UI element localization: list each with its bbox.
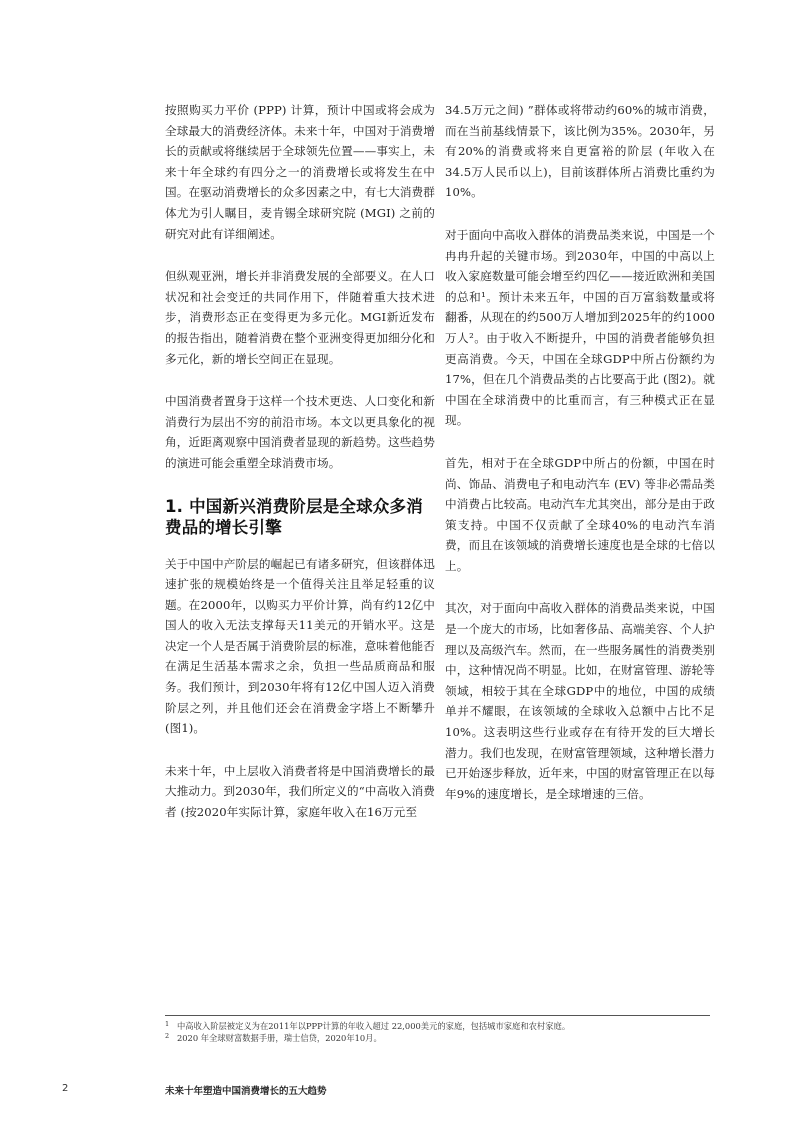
footnote-1-text: 中高收入阶层被定义为在2011年以PPP计算的年收入超过 22,000美元的家庭，包括城市家庭和农村家庭。: [177, 1021, 571, 1031]
paragraph-chinese-consumers-frontier: 中国消费者置身于这样一个技术更迭、人口变化和新消费行为层出不穷的前沿市场。本文以更具象化的视角，近距离观察中国消费者显现的新趋势。这些趋势的演进可能会重塑全球消费市场。: [165, 394, 435, 470]
paragraph-key-market: 对于面向中高收入群体的消费品类来说，中国是一个冉冉升起的关键市场。到2030年，中国的中高以上收入家庭数量可能会增至约四亿——接近欧洲和美国的总和¹。预计未来五年，中国的百万富翁数量或将翻番，从现在的约500万人增加到2025年的约1000万人²。由于收入不断提升，中国的消费者能够负担更高消费。今天，中国在全球GDP中所占份额约为17%，但在几个消费品类的占比要高于此 (图2)。就中国在全球消费中的比重而言，有三种模式正在显现。: [445, 227, 715, 428]
paragraph-discretionary-categories: 首先，相对于在全球GDP中所占的份额，中国在时尚、饰品、消费电子和电动汽车 (EV) 等非必需品类中消费占比较高。电动汽车尤其突出，部分是由于政策支持。中国不仅贡献了全球40%的电动汽车消费，而且在该领域的消费增长速度也是全球的七倍以上。: [445, 455, 715, 573]
footnote-2-mark: 2: [165, 1032, 170, 1040]
footnotes: [165, 1020, 725, 1044]
paragraph-upper-middle-income: 未来十年，中上层收入消费者将是中国消费增长的最大推动力。到2030年，我们所定义的“中高收入消费者 (按2020年实际计算，家庭年收入在16万元至: [165, 763, 435, 820]
paragraph-ppp-consumption: 按照购买力平价 (PPP) 计算，预计中国或将会成为全球最大的消费经济体。未来十年，中国对于消费增长的贡献或将继续居于全球领先位置——事实上，未来十年全球约有四分之一的消费增长或将发生在中国。在驱动消费增长的众多因素之中，有七大消费群体尤为引人瞩目，麦肯锡全球研究院 (MGI) 之前的研究对此有详细阐述。: [165, 103, 435, 241]
footnote-1: [165, 1020, 725, 1032]
footnote-divider: [165, 1015, 710, 1016]
page-number: 2: [62, 1083, 69, 1094]
footnote-2-text: 2020 年全球财富数据手册，瑞士信贷，2020年10月。: [177, 1033, 382, 1043]
footnote-1-mark: 1: [165, 1020, 170, 1028]
paragraph-urban-consumption-share: 34.5万元之间) ”群体或将带动约60%的城市消费，而在当前基线情景下，该比例为35%。2030年，另有20%的消费或将来自更富裕的阶层 (年收入在34.5万人民币以上)，目前该群体所占消费比重约为10%。: [445, 103, 715, 200]
footnote-2: [165, 1032, 725, 1044]
running-title: 未来十年塑造中国消费增长的五大趋势: [165, 1086, 327, 1097]
paragraph-middle-class-rise: 关于中国中产阶层的崛起已有诸多研究，但该群体迅速扩张的规模始终是一个值得关注且举足轻重的议题。在2000年，以购买力平价计算，尚有约12亿中国人的收入无法支撑每天11美元的开销水平。这是决定一个人是否属于消费阶层的标准，意味着他能否在满足生活基本需求之余，负担一些品质商品和服务。我们预计，到2030年将有12亿中国人迈入消费阶层之列，并且他们还会在消费金字塔上不断攀升 (图1)。: [165, 556, 435, 736]
right-column: [445, 100, 715, 826]
section-heading-1: 1. 中国新兴消费阶层是全球众多消费品的增长引擎: [165, 496, 423, 537]
left-column: [165, 100, 435, 845]
paragraph-asia-diversification: 但纵观亚洲，增长并非消费发展的全部要义。在人口状况和社会变迁的共同作用下，伴随着重大技术进步，消费形态正在变得更为多元化。MGI新近发布的报告指出，随着消费在整个亚洲变得更加细分化和多元化，新的增长空间正在显现。: [165, 269, 435, 366]
paragraph-service-categories: 其次，对于面向中高收入群体的消费品类来说，中国是一个庞大的市场，比如奢侈品、高端美容、个人护理以及高级汽车。然而，在一些服务属性的消费类别中，这种情况尚不明显。比如，在财富管理、游轮等领域，相较于其在全球GDP中的地位，中国的成绩单并不耀眼，在该领域的全球收入总额中占比不足10%。这表明这些行业或存在有待开发的巨大增长潜力。我们也发现，在财富管理领域，这种增长潜力已开始逐步释放，近年来，中国的财富管理正在以每年9%的速度增长，是全球增速的三倍。: [445, 601, 715, 801]
